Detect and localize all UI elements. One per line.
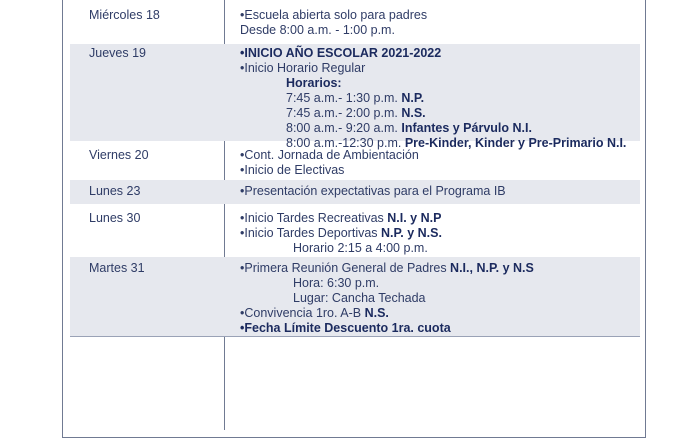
time-range: 7:45 a.m.- 1:30 p.m.: [286, 91, 402, 105]
detail-text: •Inicio Tardes Recreativas: [240, 211, 388, 225]
detail-text: •Inicio Tardes Deportivas: [240, 226, 382, 240]
row-details: [240, 261, 534, 336]
detail-text: •Primera Reunión General de Padres: [240, 261, 451, 275]
group-label: N.I. y N.P: [387, 211, 442, 225]
detail-line: Lugar: Cancha Techada: [293, 291, 426, 305]
time-range: 8:00 a.m.-12:30 p.m.: [286, 136, 405, 150]
detail-line: •Escuela abierta solo para padres: [240, 8, 428, 22]
day-label: Jueves 19: [89, 46, 146, 60]
detail-line: •Presentación expectativas para el Programa IB: [240, 184, 506, 198]
group-label: N.S.: [364, 306, 389, 320]
detail-line: •Inicio de Electivas: [240, 163, 345, 177]
schedule-time-line: [240, 106, 626, 121]
table-row: [70, 6, 640, 39]
group-label: Infantes y Párvulo N.I.: [401, 121, 532, 135]
detail-line: •Inicio Horario Regular: [240, 61, 366, 75]
detail-line: Hora: 6:30 p.m.: [293, 276, 380, 290]
row-separator: [70, 336, 640, 337]
detail-line-bold: •INICIO AÑO ESCOLAR 2021-2022: [240, 46, 442, 60]
group-label: N.I., N.P. y N.S: [450, 261, 534, 275]
detail-text: •Convivencia 1ro. A-B: [240, 306, 365, 320]
schedule-time-line: [240, 121, 626, 136]
group-label: N.P. y N.S.: [381, 226, 442, 240]
table-row: [70, 209, 640, 256]
horarios-label: Horarios:: [286, 76, 342, 90]
day-label: Miércoles 18: [89, 8, 160, 22]
detail-line: Horario 2:15 a 4:00 p.m.: [293, 241, 428, 255]
table-row: [70, 180, 640, 204]
group-label: N.S.: [401, 106, 426, 120]
group-label: Pre-Kinder, Kinder y Pre-Primario N.I.: [404, 136, 627, 150]
detail-line-bold: •Fecha Límite Descuento 1ra. cuota: [240, 321, 451, 335]
detail-line: Desde 8:00 a.m. - 1:00 p.m.: [240, 23, 395, 37]
row-details: [240, 8, 427, 38]
time-range: 7:45 a.m.- 2:00 p.m.: [286, 106, 402, 120]
row-details: [240, 184, 506, 199]
day-label: Lunes 30: [89, 211, 141, 225]
detail-line: [240, 306, 534, 321]
detail-line: [240, 261, 534, 276]
row-details: [240, 148, 419, 178]
row-details: [240, 46, 626, 151]
table-row: [70, 257, 640, 337]
group-label: N.P.: [401, 91, 425, 105]
day-label: Lunes 23: [89, 184, 141, 198]
day-label: Martes 31: [89, 261, 145, 275]
table-row: [70, 146, 640, 179]
day-label: Viernes 20: [89, 148, 149, 162]
detail-line: •Cont. Jornada de Ambientación: [240, 148, 419, 162]
row-details: [240, 211, 442, 256]
table-row: [70, 44, 640, 150]
time-range: 8:00 a.m.- 9:20 a.m.: [286, 121, 402, 135]
detail-line: [240, 226, 442, 241]
detail-line: [240, 211, 442, 226]
schedule-time-line: [240, 91, 626, 106]
